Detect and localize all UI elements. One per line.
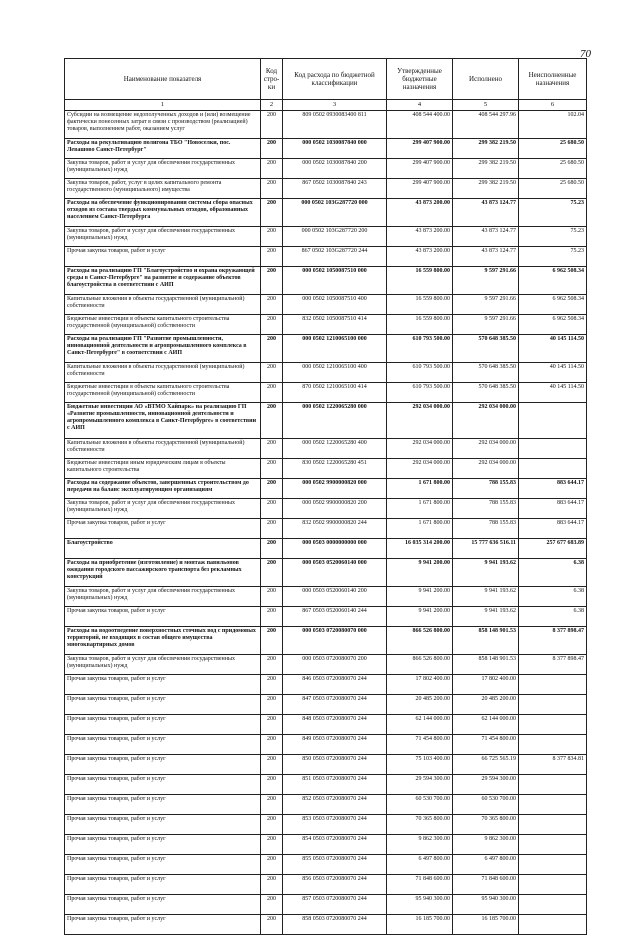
table-row — [65, 335, 587, 363]
row-code: 200 — [261, 755, 283, 775]
row-unexecuted-amount — [519, 795, 587, 815]
row-code: 200 — [261, 479, 283, 499]
row-approved-amount: 43 873 200.00 — [387, 227, 453, 247]
row-name: Капитальные вложения в объекты государственной (муниципальной) собственности — [65, 295, 261, 315]
row-unexecuted-amount: 75.23 — [519, 199, 587, 227]
page-number: 70 — [580, 48, 591, 60]
row-name: Прочая закупка товаров, работ и услуг — [65, 715, 261, 735]
row-kbk-code: 000 0502 1220065280 400 — [283, 439, 387, 459]
row-kbk-code: 000 0502 103G287720 200 — [283, 227, 387, 247]
row-unexecuted-amount: 6 962 508.34 — [519, 267, 587, 295]
row-approved-amount: 75 103 400.00 — [387, 755, 453, 775]
row-kbk-code: 857 0503 0720080070 244 — [283, 895, 387, 915]
row-approved-amount: 60 530 700.00 — [387, 795, 453, 815]
row-executed-amount: 299 382 219.50 — [453, 139, 519, 159]
column-number: 3 — [283, 100, 387, 111]
row-kbk-code: 853 0503 0720080070 244 — [283, 815, 387, 835]
row-unexecuted-amount: 75.23 — [519, 227, 587, 247]
row-approved-amount: 16 559 800.00 — [387, 267, 453, 295]
row-kbk-code: 832 0502 9900000820 244 — [283, 519, 387, 539]
header-row-code: Код стро-ки — [261, 59, 283, 100]
header-indicator-name: Наименование показателя — [65, 59, 261, 100]
table-row — [65, 855, 587, 875]
row-kbk-code: 848 0503 0720080070 244 — [283, 715, 387, 735]
table-row — [65, 655, 587, 675]
column-number: 2 — [261, 100, 283, 111]
row-code: 200 — [261, 519, 283, 539]
table-row — [65, 835, 587, 855]
row-kbk-code: 000 0502 1210065100 000 — [283, 335, 387, 363]
row-code: 200 — [261, 735, 283, 755]
row-approved-amount: 610 793 500.00 — [387, 335, 453, 363]
row-kbk-code: 847 0503 0720080070 244 — [283, 695, 387, 715]
table-row — [65, 815, 587, 835]
row-code: 200 — [261, 675, 283, 695]
row-name: Расходы на приобретение (изготовление) и монтаж павильонов ожидания городского пассажирского транспорта без рекламных конструкций — [65, 559, 261, 587]
row-executed-amount: 292 034 000.00 — [453, 459, 519, 479]
row-executed-amount: 9 941 193.62 — [453, 587, 519, 607]
row-unexecuted-amount — [519, 695, 587, 715]
row-executed-amount: 408 544 297.96 — [453, 111, 519, 139]
row-name: Расходы на водоотведение поверхностных сточных вод с придомовых территорий, не входящих в состав общего имущества многоквартирных домов — [65, 627, 261, 655]
table-row — [65, 295, 587, 315]
table-row — [65, 267, 587, 295]
row-approved-amount: 43 873 200.00 — [387, 199, 453, 227]
row-kbk-code: 000 0503 0720080070 200 — [283, 655, 387, 675]
table-row — [65, 607, 587, 627]
row-code: 200 — [261, 199, 283, 227]
row-approved-amount: 866 526 800.00 — [387, 627, 453, 655]
row-executed-amount: 95 940 300.00 — [453, 895, 519, 915]
row-executed-amount: 15 777 636 516.11 — [453, 539, 519, 559]
row-unexecuted-amount — [519, 735, 587, 755]
row-name: Прочая закупка товаров, работ и услуг — [65, 247, 261, 267]
row-approved-amount: 9 941 200.00 — [387, 607, 453, 627]
row-unexecuted-amount — [519, 835, 587, 855]
row-approved-amount: 16 559 800.00 — [387, 295, 453, 315]
row-unexecuted-amount — [519, 855, 587, 875]
row-name: Прочая закупка товаров, работ и услуг — [65, 607, 261, 627]
row-code: 200 — [261, 499, 283, 519]
table-row — [65, 559, 587, 587]
row-executed-amount: 20 485 200.00 — [453, 695, 519, 715]
row-executed-amount: 17 802 400.00 — [453, 675, 519, 695]
row-unexecuted-amount: 102.04 — [519, 111, 587, 139]
table-row — [65, 199, 587, 227]
row-unexecuted-amount: 40 145 114.50 — [519, 363, 587, 383]
table-row — [65, 715, 587, 735]
row-code: 200 — [261, 363, 283, 383]
row-approved-amount: 610 793 500.00 — [387, 383, 453, 403]
row-name: Закупка товаров, работ и услуг для обеспечения государственных (муниципальных) нужд — [65, 227, 261, 247]
table-row — [65, 459, 587, 479]
row-unexecuted-amount: 257 677 683.89 — [519, 539, 587, 559]
row-approved-amount: 1 671 800.00 — [387, 519, 453, 539]
row-name: Расходы на обеспечение функционирования системы сбора опасных отходов из состава твердых коммунальных отходов, образованных населением Санкт-Петербурга — [65, 199, 261, 227]
row-executed-amount: 570 648 385.50 — [453, 363, 519, 383]
row-approved-amount: 71 848 600.00 — [387, 875, 453, 895]
row-executed-amount: 9 941 193.62 — [453, 559, 519, 587]
row-code: 200 — [261, 815, 283, 835]
row-name: Расходы на реализацию ГП "Благоустройство и охрана окружающей среды в Санкт-Петербурге" на развитие и содержание объектов благоустройства в соответствии с АИП — [65, 267, 261, 295]
row-code: 200 — [261, 459, 283, 479]
row-executed-amount: 9 597 291.66 — [453, 295, 519, 315]
row-executed-amount: 62 144 000.00 — [453, 715, 519, 735]
row-executed-amount: 16 185 700.00 — [453, 915, 519, 935]
row-code: 200 — [261, 111, 283, 139]
row-name: Закупка товаров, работ и услуг для обеспечения государственных (муниципальных) нужд — [65, 655, 261, 675]
row-kbk-code: 850 0503 0720080070 244 — [283, 755, 387, 775]
header-approved: Утвержденные бюджетные назначения — [387, 59, 453, 100]
header-executed: Исполнено — [453, 59, 519, 100]
row-name: Закупка товаров, работ и услуг для обеспечения государственных (муниципальных) нужд — [65, 499, 261, 519]
column-number: 5 — [453, 100, 519, 111]
row-code: 200 — [261, 795, 283, 815]
row-executed-amount: 29 594 300.00 — [453, 775, 519, 795]
row-code: 200 — [261, 267, 283, 295]
row-code: 200 — [261, 139, 283, 159]
row-executed-amount: 71 848 600.00 — [453, 875, 519, 895]
row-unexecuted-amount — [519, 439, 587, 459]
row-code: 200 — [261, 695, 283, 715]
budget-execution-table — [64, 58, 587, 935]
row-executed-amount: 66 725 565.19 — [453, 755, 519, 775]
table-row — [65, 587, 587, 607]
row-executed-amount: 292 034 000.00 — [453, 439, 519, 459]
row-unexecuted-amount — [519, 875, 587, 895]
table-row — [65, 755, 587, 775]
row-unexecuted-amount: 6.38 — [519, 587, 587, 607]
row-executed-amount: 9 941 193.62 — [453, 607, 519, 627]
row-unexecuted-amount: 8 377 834.81 — [519, 755, 587, 775]
row-executed-amount: 43 873 124.77 — [453, 227, 519, 247]
row-name: Прочая закупка товаров, работ и услуг — [65, 895, 261, 915]
row-unexecuted-amount: 8 377 898.47 — [519, 655, 587, 675]
row-kbk-code: 000 0502 1210065100 400 — [283, 363, 387, 383]
row-kbk-code: 000 0502 1030087840 000 — [283, 139, 387, 159]
row-unexecuted-amount: 6 962 508.34 — [519, 295, 587, 315]
row-code: 200 — [261, 295, 283, 315]
row-code: 200 — [261, 159, 283, 179]
row-kbk-code: 867 0502 103G287720 244 — [283, 247, 387, 267]
row-approved-amount: 866 526 800.00 — [387, 655, 453, 675]
row-code: 200 — [261, 335, 283, 363]
table-row — [65, 139, 587, 159]
row-unexecuted-amount — [519, 675, 587, 695]
table-row — [65, 875, 587, 895]
row-unexecuted-amount: 883 644.17 — [519, 499, 587, 519]
row-approved-amount: 16 185 700.00 — [387, 915, 453, 935]
row-unexecuted-amount: 25 680.50 — [519, 159, 587, 179]
header-budget-classification: Код расхода по бюджетной классификации — [283, 59, 387, 100]
row-name: Прочая закупка товаров, работ и услуг — [65, 795, 261, 815]
table-row — [65, 227, 587, 247]
row-kbk-code: 832 0502 1050087510 414 — [283, 315, 387, 335]
row-name: Расходы на рекультивацию полигона ТБО "Новоселки, пос. Левашово Санкт-Петербург" — [65, 139, 261, 159]
row-code: 200 — [261, 539, 283, 559]
row-executed-amount: 60 530 700.00 — [453, 795, 519, 815]
row-approved-amount: 16 035 314 200.00 — [387, 539, 453, 559]
row-name: Расходы на содержание объектов, завершенных строительством до передачи на баланс эксплуатирующим организациям — [65, 479, 261, 499]
row-approved-amount: 292 034 000.00 — [387, 459, 453, 479]
row-kbk-code: 855 0503 0720080070 244 — [283, 855, 387, 875]
row-code: 200 — [261, 607, 283, 627]
row-kbk-code: 000 0502 1050087510 400 — [283, 295, 387, 315]
row-approved-amount: 20 485 200.00 — [387, 695, 453, 715]
row-approved-amount: 62 144 000.00 — [387, 715, 453, 735]
row-approved-amount: 17 802 400.00 — [387, 675, 453, 695]
table-row — [65, 695, 587, 715]
row-executed-amount: 9 597 291.66 — [453, 315, 519, 335]
row-name: Закупка товаров, работ и услуг для обеспечения государственных (муниципальных) нужд — [65, 159, 261, 179]
table-body — [65, 111, 587, 935]
row-kbk-code: 852 0503 0720080070 244 — [283, 795, 387, 815]
row-approved-amount: 71 454 800.00 — [387, 735, 453, 755]
row-kbk-code: 000 0502 103G287720 000 — [283, 199, 387, 227]
row-approved-amount: 292 034 000.00 — [387, 403, 453, 439]
row-approved-amount: 9 941 200.00 — [387, 587, 453, 607]
row-code: 200 — [261, 383, 283, 403]
row-kbk-code: 000 0502 1030087840 200 — [283, 159, 387, 179]
row-unexecuted-amount: 40 145 114.50 — [519, 383, 587, 403]
row-code: 200 — [261, 835, 283, 855]
row-executed-amount: 43 873 124.77 — [453, 199, 519, 227]
row-kbk-code: 867 0502 1030087840 243 — [283, 179, 387, 199]
row-executed-amount: 299 382 219.50 — [453, 179, 519, 199]
row-approved-amount: 6 497 800.00 — [387, 855, 453, 875]
row-kbk-code: 000 0502 9900000820 000 — [283, 479, 387, 499]
row-code: 200 — [261, 855, 283, 875]
table-row — [65, 315, 587, 335]
row-kbk-code: 000 0502 1220065280 000 — [283, 403, 387, 439]
row-unexecuted-amount — [519, 915, 587, 935]
row-executed-amount: 858 148 901.53 — [453, 627, 519, 655]
row-name: Субсидии на возмещение недополученных доходов и (или) возмещение фактически понесенных затрат в связи с производством (реализацией) товаров, выполнением работ, оказанием услуг — [65, 111, 261, 139]
row-unexecuted-amount — [519, 403, 587, 439]
row-kbk-code: 000 0503 0000000000 000 — [283, 539, 387, 559]
row-name: Прочая закупка товаров, работ и услуг — [65, 695, 261, 715]
table-row — [65, 247, 587, 267]
column-number: 6 — [519, 100, 587, 111]
row-executed-amount: 9 597 291.66 — [453, 267, 519, 295]
row-name: Прочая закупка товаров, работ и услуг — [65, 855, 261, 875]
row-kbk-code: 858 0503 0720080070 244 — [283, 915, 387, 935]
column-number: 1 — [65, 100, 261, 111]
row-approved-amount: 70 365 800.00 — [387, 815, 453, 835]
row-approved-amount: 292 034 000.00 — [387, 439, 453, 459]
row-name: Прочая закупка товаров, работ и услуг — [65, 519, 261, 539]
table-row — [65, 499, 587, 519]
row-name: Капитальные вложения в объекты государственной (муниципальной) собственности — [65, 363, 261, 383]
row-executed-amount: 570 648 385.50 — [453, 383, 519, 403]
row-code: 200 — [261, 559, 283, 587]
table-row — [65, 479, 587, 499]
row-unexecuted-amount: 6.38 — [519, 559, 587, 587]
row-name: Бюджетные инвестиции иным юридическим лицам в объекты капитального строительства — [65, 459, 261, 479]
row-kbk-code: 000 0502 1050087510 000 — [283, 267, 387, 295]
row-unexecuted-amount: 25 680.50 — [519, 139, 587, 159]
table-row — [65, 915, 587, 935]
row-name: Прочая закупка товаров, работ и услуг — [65, 875, 261, 895]
row-unexecuted-amount — [519, 775, 587, 795]
header-unexecuted: Неисполненные назначения — [519, 59, 587, 100]
row-code: 200 — [261, 715, 283, 735]
table-row — [65, 383, 587, 403]
row-approved-amount: 1 671 800.00 — [387, 499, 453, 519]
row-name: Прочая закупка товаров, работ и услуг — [65, 755, 261, 775]
row-kbk-code: 867 0503 0520060140 244 — [283, 607, 387, 627]
table-row — [65, 627, 587, 655]
row-name: Бюджетные инвестиции в объекты капитального строительства государственной (муниципальной) собственности — [65, 315, 261, 335]
row-code: 200 — [261, 655, 283, 675]
row-approved-amount: 299 407 900.00 — [387, 179, 453, 199]
table-header-row — [65, 59, 587, 100]
row-unexecuted-amount: 8 377 898.47 — [519, 627, 587, 655]
row-name: Бюджетные инвестиции АО «ВТМО Хайпарк» на реализацию ГП «Развитие промышленности, инновационной деятельности и агропромышленного комплекса в Санкт-Петербурге» в соответствии с АИП — [65, 403, 261, 439]
row-kbk-code: 849 0503 0720080070 244 — [283, 735, 387, 755]
table-row — [65, 775, 587, 795]
table-row — [65, 795, 587, 815]
row-approved-amount: 299 407 900.00 — [387, 139, 453, 159]
row-approved-amount: 1 671 800.00 — [387, 479, 453, 499]
row-name: Расходы на реализацию ГП "Развитие промышленности, инновационной деятельности и агропромышленного комплекса в Санкт-Петербурге" в соответствии с АИП — [65, 335, 261, 363]
row-unexecuted-amount — [519, 715, 587, 735]
row-unexecuted-amount — [519, 459, 587, 479]
row-name: Закупка товаров, работ и услуг для обеспечения государственных (муниципальных) нужд — [65, 587, 261, 607]
row-code: 200 — [261, 915, 283, 935]
row-code: 200 — [261, 875, 283, 895]
row-kbk-code: 870 0502 1210065100 414 — [283, 383, 387, 403]
table-row — [65, 179, 587, 199]
row-approved-amount: 43 873 200.00 — [387, 247, 453, 267]
row-name: Благоустройство — [65, 539, 261, 559]
row-approved-amount: 299 407 900.00 — [387, 159, 453, 179]
row-executed-amount: 788 155.83 — [453, 499, 519, 519]
row-code: 200 — [261, 227, 283, 247]
row-executed-amount: 788 155.83 — [453, 519, 519, 539]
row-approved-amount: 16 559 800.00 — [387, 315, 453, 335]
row-approved-amount: 95 940 300.00 — [387, 895, 453, 915]
row-code: 200 — [261, 627, 283, 655]
column-number: 4 — [387, 100, 453, 111]
row-unexecuted-amount: 6.38 — [519, 607, 587, 627]
row-approved-amount: 9 941 200.00 — [387, 559, 453, 587]
row-approved-amount: 610 793 500.00 — [387, 363, 453, 383]
row-name: Прочая закупка товаров, работ и услуг — [65, 835, 261, 855]
row-name: Прочая закупка товаров, работ и услуг — [65, 915, 261, 935]
row-kbk-code: 846 0503 0720080070 244 — [283, 675, 387, 695]
row-executed-amount: 43 873 124.77 — [453, 247, 519, 267]
column-number-row — [65, 100, 587, 111]
row-code: 200 — [261, 247, 283, 267]
row-unexecuted-amount: 883 644.17 — [519, 519, 587, 539]
row-kbk-code: 851 0503 0720080070 244 — [283, 775, 387, 795]
row-unexecuted-amount: 25 680.50 — [519, 179, 587, 199]
row-code: 200 — [261, 587, 283, 607]
row-executed-amount: 292 034 000.00 — [453, 403, 519, 439]
table-row — [65, 439, 587, 459]
row-unexecuted-amount: 40 145 114.50 — [519, 335, 587, 363]
row-executed-amount: 570 648 385.50 — [453, 335, 519, 363]
table-row — [65, 675, 587, 695]
row-executed-amount: 788 155.83 — [453, 479, 519, 499]
row-code: 200 — [261, 895, 283, 915]
row-unexecuted-amount: 883 644.17 — [519, 479, 587, 499]
row-unexecuted-amount: 75.23 — [519, 247, 587, 267]
row-executed-amount: 858 148 901.53 — [453, 655, 519, 675]
row-kbk-code: 830 0502 1220065280 451 — [283, 459, 387, 479]
row-approved-amount: 9 862 300.00 — [387, 835, 453, 855]
row-kbk-code: 809 0502 0930083400 811 — [283, 111, 387, 139]
row-name: Прочая закупка товаров, работ и услуг — [65, 675, 261, 695]
table-row — [65, 403, 587, 439]
row-name: Закупка товаров, работ, услуг в целях капитального ремонта государственного (муниципального) имущества — [65, 179, 261, 199]
row-code: 200 — [261, 179, 283, 199]
table-row — [65, 159, 587, 179]
row-name: Бюджетные инвестиции в объекты капитального строительства государственной (муниципальной) собственности — [65, 383, 261, 403]
row-kbk-code: 000 0503 0720080070 000 — [283, 627, 387, 655]
row-kbk-code: 000 0503 0520060140 000 — [283, 559, 387, 587]
row-name: Прочая закупка товаров, работ и услуг — [65, 735, 261, 755]
row-executed-amount: 70 365 800.00 — [453, 815, 519, 835]
table-row — [65, 363, 587, 383]
table-row — [65, 735, 587, 755]
row-approved-amount: 408 544 400.00 — [387, 111, 453, 139]
row-kbk-code: 854 0503 0720080070 244 — [283, 835, 387, 855]
table-row — [65, 519, 587, 539]
row-executed-amount: 9 862 300.00 — [453, 835, 519, 855]
row-approved-amount: 29 594 300.00 — [387, 775, 453, 795]
row-code: 200 — [261, 439, 283, 459]
row-executed-amount: 71 454 800.00 — [453, 735, 519, 755]
row-kbk-code: 000 0503 0520060140 200 — [283, 587, 387, 607]
row-kbk-code: 856 0503 0720080070 244 — [283, 875, 387, 895]
row-name: Прочая закупка товаров, работ и услуг — [65, 775, 261, 795]
row-unexecuted-amount — [519, 815, 587, 835]
row-executed-amount: 299 382 219.50 — [453, 159, 519, 179]
row-name: Прочая закупка товаров, работ и услуг — [65, 815, 261, 835]
row-code: 200 — [261, 775, 283, 795]
table-row — [65, 539, 587, 559]
row-code: 200 — [261, 403, 283, 439]
row-kbk-code: 000 0502 9900000820 200 — [283, 499, 387, 519]
row-name: Капитальные вложения в объекты государственной (муниципальной) собственности — [65, 439, 261, 459]
row-code: 200 — [261, 315, 283, 335]
row-unexecuted-amount: 6 962 508.34 — [519, 315, 587, 335]
row-executed-amount: 6 497 800.00 — [453, 855, 519, 875]
table-row — [65, 111, 587, 139]
